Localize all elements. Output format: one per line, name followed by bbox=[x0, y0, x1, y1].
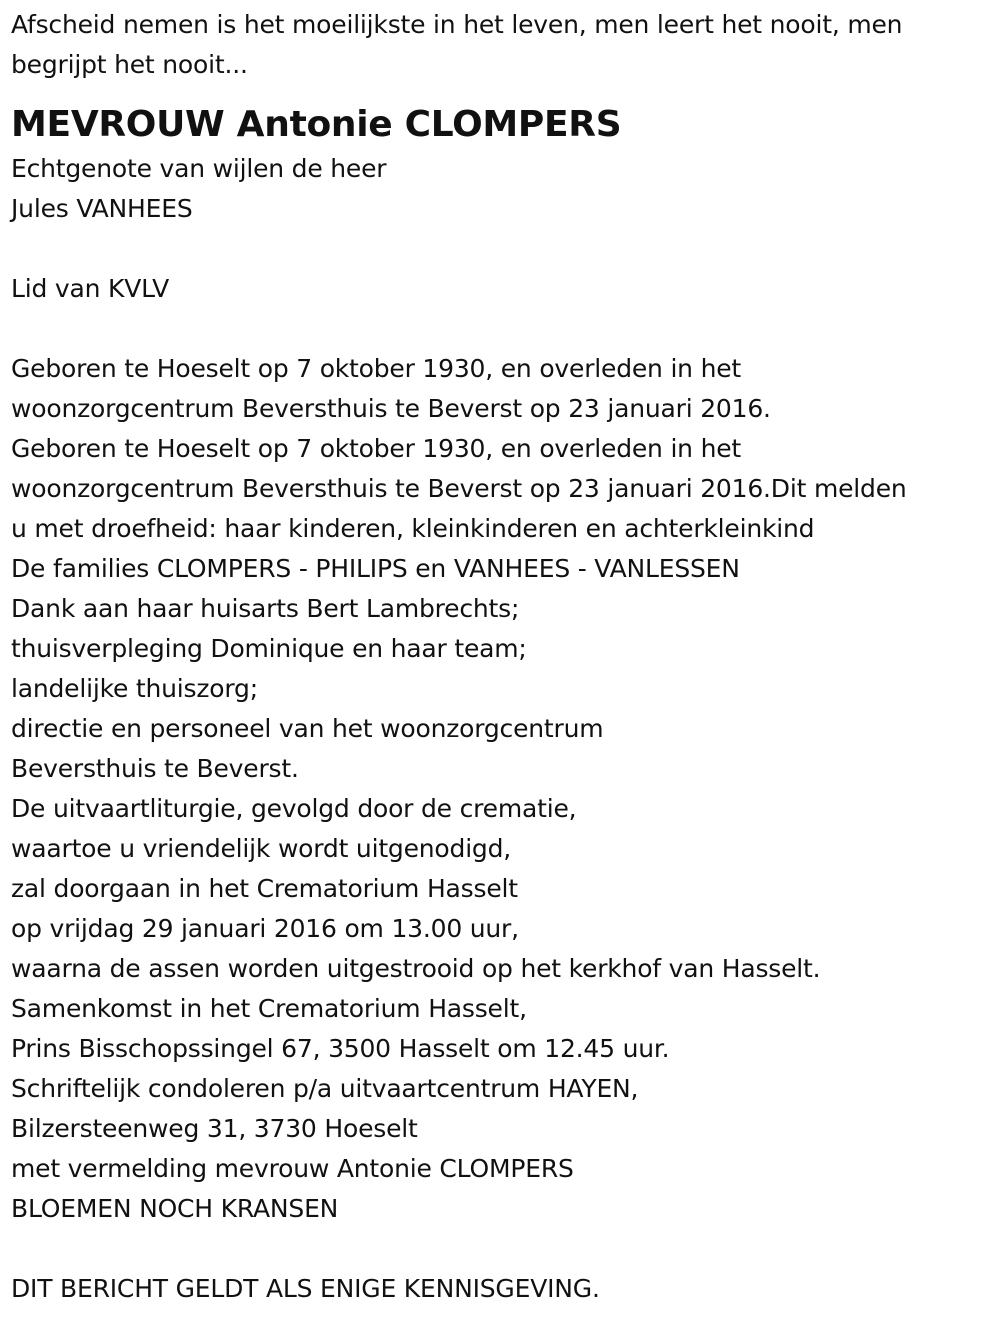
spouse-line: Jules VANHEES bbox=[11, 194, 193, 223]
quote-line: Afscheid nemen is het moeilijkste in het leven, men leert het nooit, men bbox=[11, 10, 903, 39]
body-line: De families CLOMPERS - PHILIPS en VANHEES - VANLESSEN bbox=[11, 554, 740, 583]
body-line: landelijke thuiszorg; bbox=[11, 674, 258, 703]
body-line: De uitvaartliturgie, gevolgd door de crematie, bbox=[11, 794, 577, 823]
body-line: directie en personeel van het woonzorgcentrum bbox=[11, 714, 604, 743]
body-line: u met droefheid: haar kinderen, kleinkinderen en achterkleinkind bbox=[11, 514, 815, 543]
body-line: waarna de assen worden uitgestrooid op het kerkhof van Hasselt. bbox=[11, 954, 821, 983]
body-line: met vermelding mevrouw Antonie CLOMPERS bbox=[11, 1154, 574, 1183]
quote-line: begrijpt het nooit... bbox=[11, 50, 248, 79]
body-line: Prins Bisschopssingel 67, 3500 Hasselt om 12.45 uur. bbox=[11, 1034, 670, 1063]
body-line: Bilzersteenweg 31, 3730 Hoeselt bbox=[11, 1114, 418, 1143]
spouse-info bbox=[11, 149, 991, 229]
notice-body bbox=[11, 349, 991, 1229]
body-line: op vrijdag 29 januari 2016 om 13.00 uur, bbox=[11, 914, 519, 943]
body-line: waartoe u vriendelijk wordt uitgenodigd, bbox=[11, 834, 512, 863]
body-line: woonzorgcentrum Beversthuis te Beverst op 23 januari 2016.Dit melden bbox=[11, 474, 907, 503]
deceased-name: MEVROUW Antonie CLOMPERS bbox=[11, 104, 622, 145]
body-line: woonzorgcentrum Beversthuis te Beverst op 23 januari 2016. bbox=[11, 394, 771, 423]
membership-line: Lid van KVLV bbox=[11, 274, 169, 303]
spacer bbox=[11, 229, 991, 269]
body-line: Beversthuis te Beverst. bbox=[11, 754, 299, 783]
spouse-line: Echtgenote van wijlen de heer bbox=[11, 154, 387, 183]
body-line: Schriftelijk condoleren p/a uitvaartcentrum HAYEN, bbox=[11, 1074, 639, 1103]
body-line: Samenkomst in het Crematorium Hasselt, bbox=[11, 994, 527, 1023]
body-line: zal doorgaan in het Crematorium Hasselt bbox=[11, 874, 518, 903]
obituary-notice bbox=[11, 0, 991, 1309]
spacer bbox=[11, 309, 991, 349]
body-line: BLOEMEN NOCH KRANSEN bbox=[11, 1194, 339, 1223]
spacer bbox=[11, 1229, 991, 1269]
body-line: Geboren te Hoeselt op 7 oktober 1930, en overleden in het bbox=[11, 434, 742, 463]
body-line: Dank aan haar huisarts Bert Lambrechts; bbox=[11, 594, 520, 623]
body-line: Geboren te Hoeselt op 7 oktober 1930, en overleden in het bbox=[11, 354, 742, 383]
body-line: thuisverpleging Dominique en haar team; bbox=[11, 634, 527, 663]
opening-quote bbox=[11, 0, 991, 85]
closing-statement: DIT BERICHT GELDT ALS ENIGE KENNISGEVING. bbox=[11, 1274, 600, 1303]
